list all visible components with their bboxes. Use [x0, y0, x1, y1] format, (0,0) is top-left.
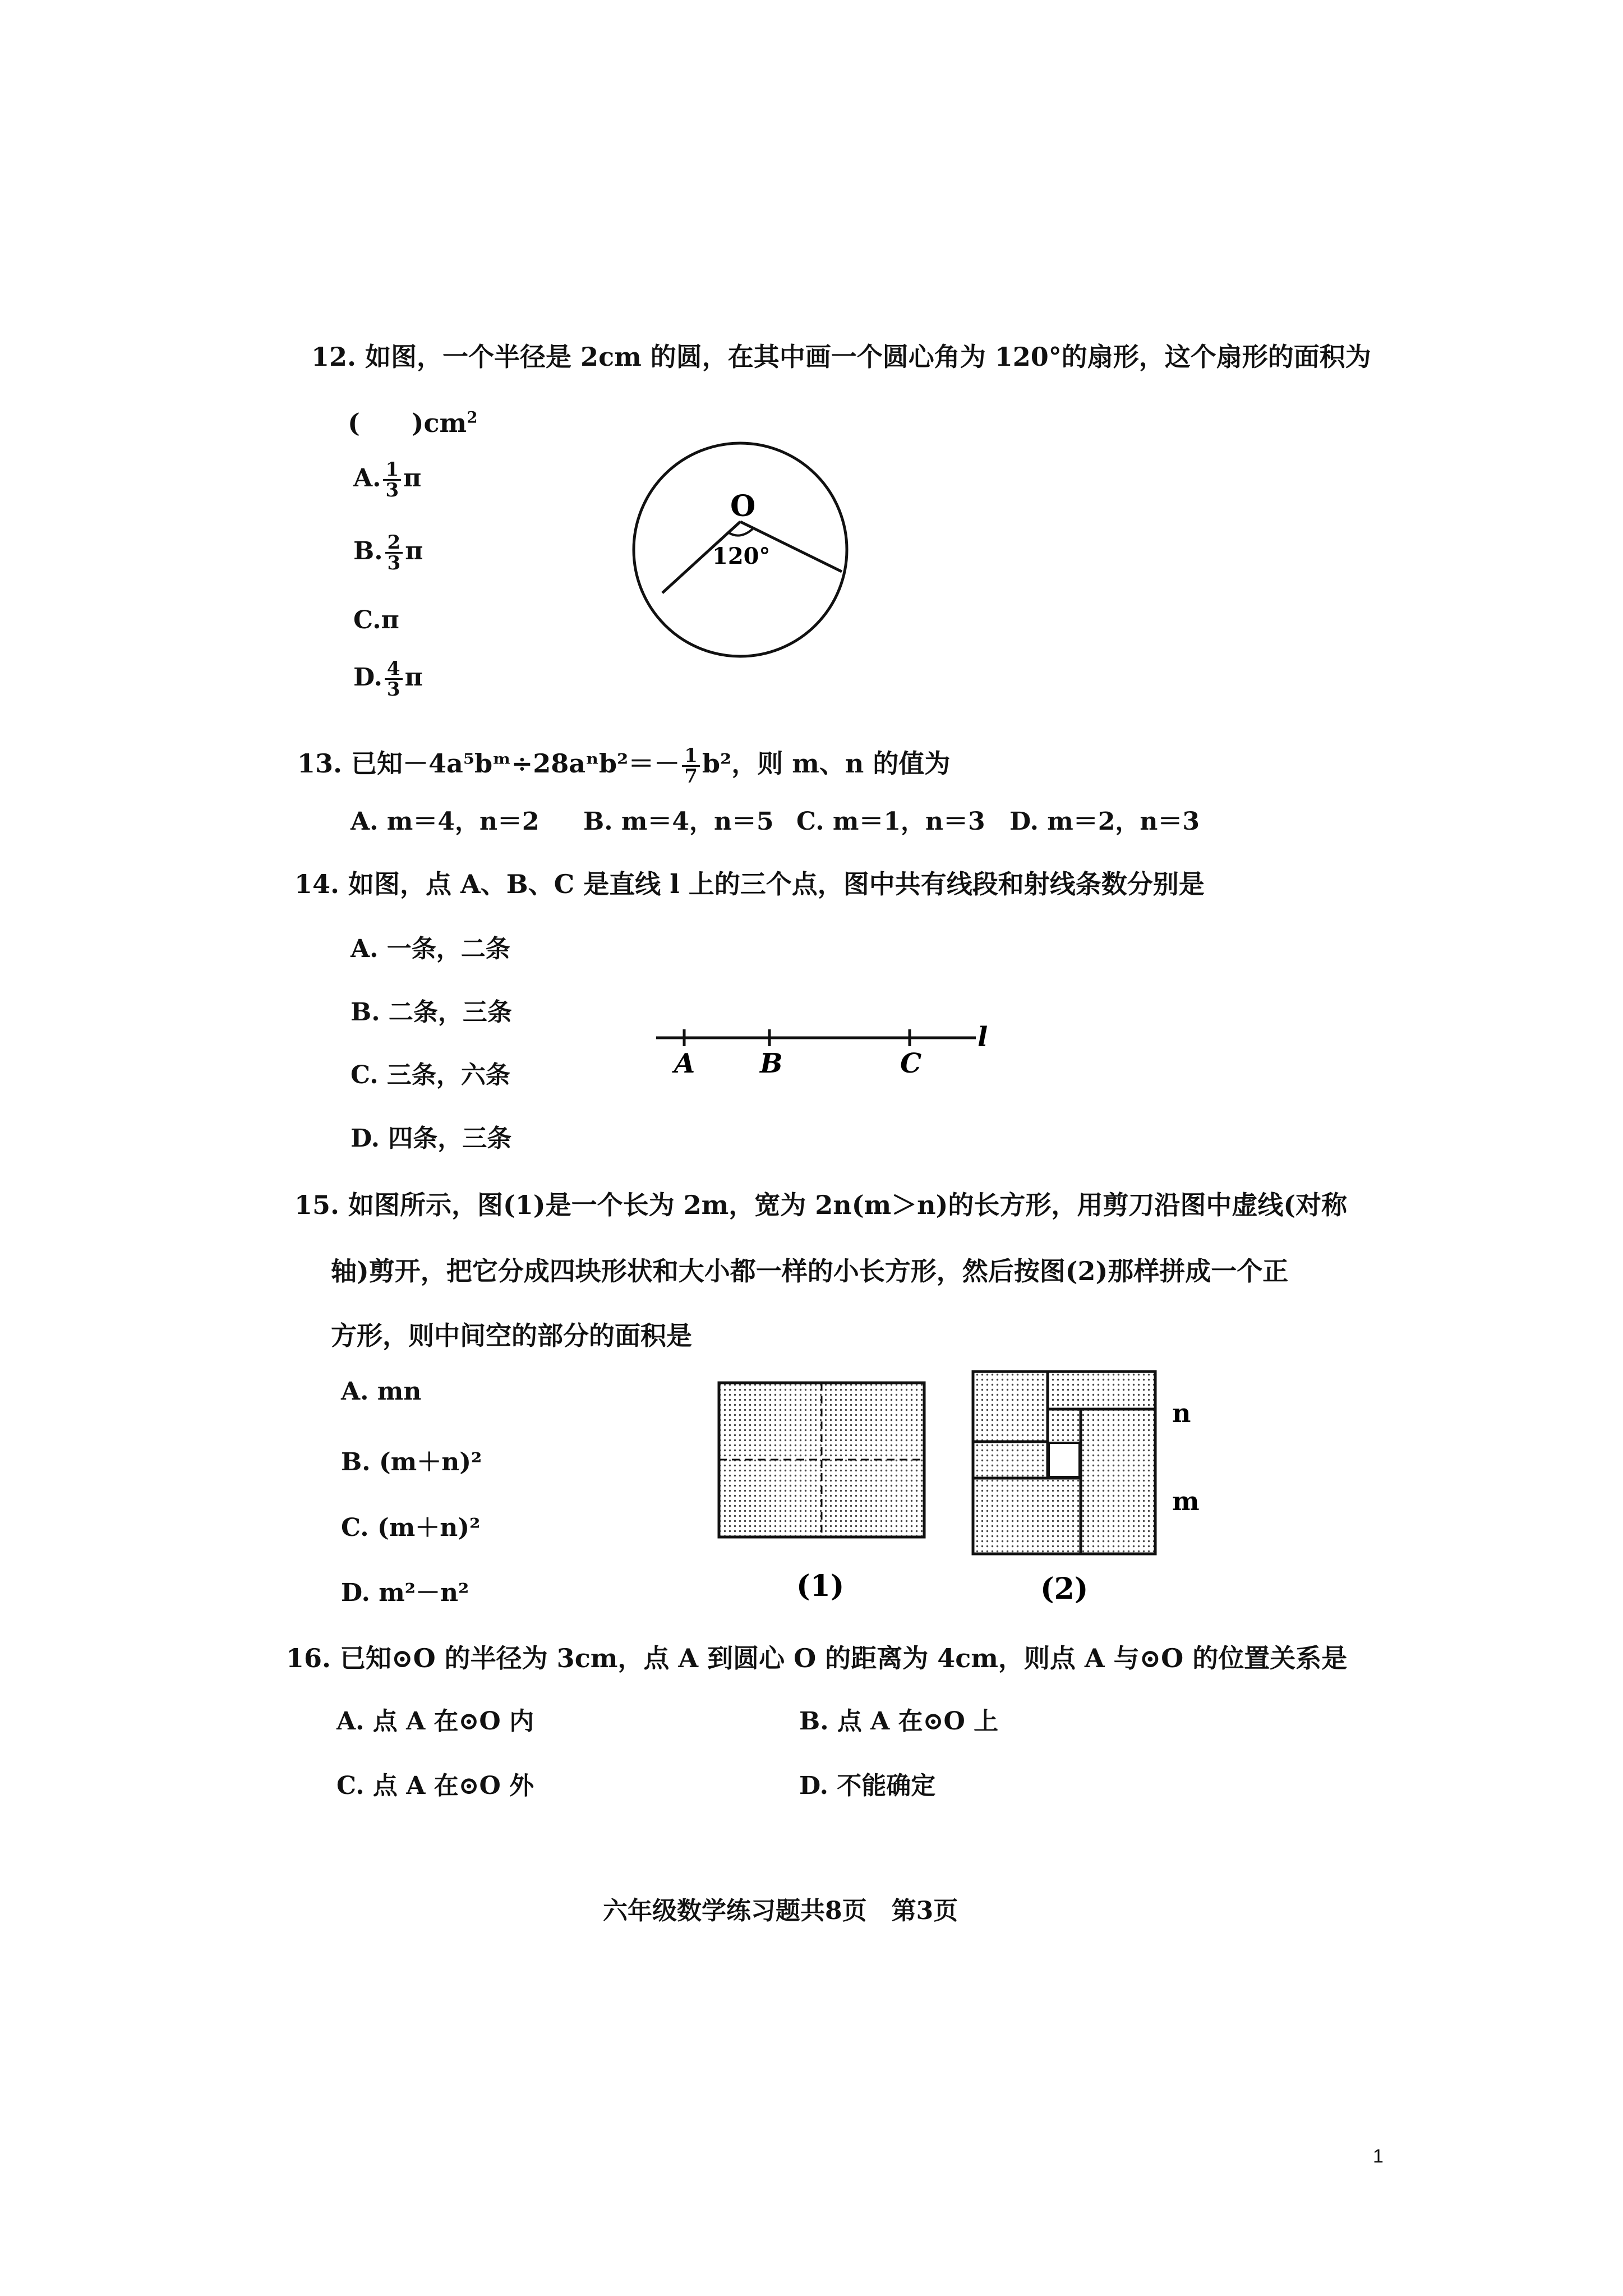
- q12-option-d: D. $\frac{4}{3}$ π: [353, 657, 423, 701]
- page-footer: 六年级数学练习题共8页 第3页: [603, 1897, 958, 1925]
- q16-option-a: A. 点 A 在⊙O 内: [336, 1707, 534, 1736]
- q12-option-a: A. $\frac{1}{3}$ π: [353, 458, 422, 501]
- fig2-side-m: m: [1172, 1486, 1200, 1516]
- q16-option-d: D. 不能确定: [799, 1772, 936, 1800]
- fig2-center-hole: [1049, 1443, 1080, 1477]
- q15-option-b: B. (m＋n)²: [341, 1448, 482, 1476]
- q12-option-c: C.π: [353, 606, 399, 634]
- point-label-a: A: [674, 1048, 695, 1079]
- q14-option-d: D. 四条，三条: [351, 1124, 512, 1153]
- q15-stem-line-2: 轴)剪开，把它分成四块形状和大小都一样的小长方形，然后按图(2)那样拼成一个正: [331, 1256, 1289, 1286]
- q16-stem: 16. 已知⊙O 的半径为 3cm，点 A 到圆心 O 的距离为 4cm，则点 A 与⊙O 的位置关系是: [286, 1643, 1348, 1673]
- q13-option-c: C. m＝1，n＝3: [796, 807, 985, 836]
- q14-line-figure: [651, 1021, 998, 1083]
- fig1-label: (1): [796, 1569, 845, 1603]
- q12-option-b: B. $\frac{2}{3}$ π: [353, 531, 423, 574]
- point-label-c: C: [900, 1048, 922, 1079]
- q12-stem: 12. 如图，一个半径是 2cm 的圆，在其中画一个圆心角为 120°的扇形，这个扇形的面积为: [311, 342, 1371, 372]
- q16-option-b: B. 点 A 在⊙O 上: [799, 1707, 999, 1736]
- angle-label: 120°: [712, 543, 771, 569]
- q13-option-b: B. m＝4，n＝5: [583, 807, 774, 836]
- q15-option-d: D. m²－n²: [341, 1579, 469, 1607]
- q12-circle-figure: [623, 438, 858, 673]
- q15-option-c: C. (m＋n)²: [341, 1513, 481, 1542]
- q14-stem: 14. 如图，点 A、B、C 是直线 l 上的三个点，图中共有线段和射线条数分别是: [294, 869, 1205, 899]
- q15-option-a: A. mn: [341, 1377, 422, 1406]
- q15-stem-line-1: 15. 如图所示，图(1)是一个长为 2m，宽为 2n(m＞n)的长方形，用剪刀沿图中虚线(对称: [294, 1190, 1348, 1220]
- fig2-side-n: n: [1172, 1398, 1191, 1428]
- q14-option-b: B. 二条，三条: [351, 998, 512, 1027]
- center-label: O: [730, 489, 756, 523]
- line-label: l: [978, 1022, 988, 1053]
- q14-option-a: A. 一条，二条: [351, 935, 510, 963]
- q13-option-a: A. m＝4，n＝2: [351, 807, 540, 836]
- q14-option-c: C. 三条，六条: [351, 1061, 510, 1089]
- point-label-b: B: [760, 1048, 783, 1079]
- q15-figures: [712, 1352, 1273, 1621]
- q13-stem: 13. 已知－4a⁵bᵐ÷28aⁿb²＝－ $\frac{1}{7}$ b²，则 m、n 的值为: [297, 744, 951, 788]
- q12-answer-blank: ( )$cm^2$: [348, 408, 478, 438]
- q16-option-c: C. 点 A 在⊙O 外: [336, 1772, 534, 1800]
- fig2-label: (2): [1040, 1572, 1089, 1606]
- q15-stem-line-3: 方形，则中间空的部分的面积是: [331, 1320, 692, 1351]
- q13-option-d: D. m＝2，n＝3: [1009, 807, 1200, 836]
- page-number: 1: [1373, 2146, 1384, 2167]
